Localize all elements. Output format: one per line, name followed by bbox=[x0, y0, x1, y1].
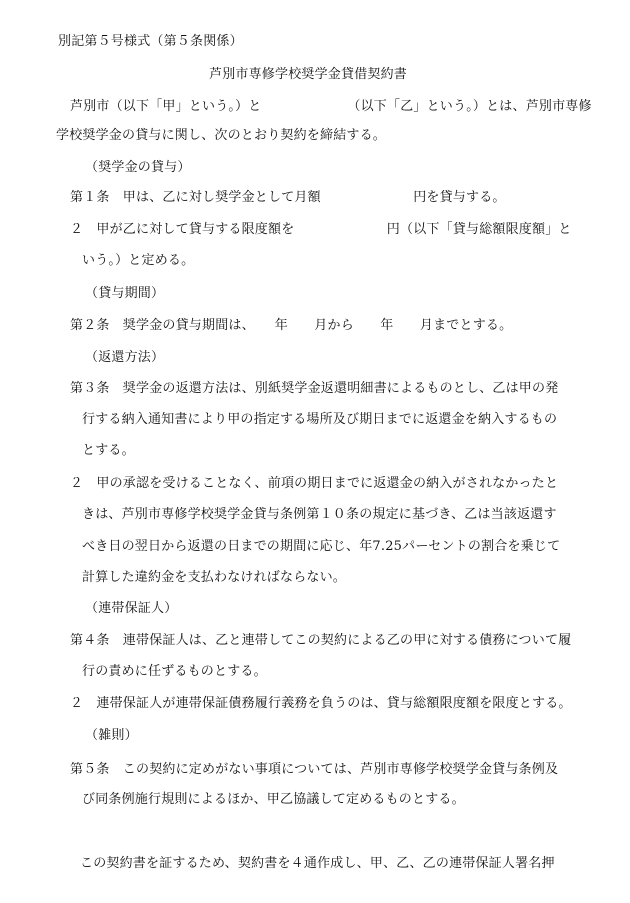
article-1-caption: （奨学金の貸与） bbox=[85, 160, 191, 175]
article-4-line-2: 行の責めに任ずるものとする。 bbox=[82, 664, 267, 679]
article-1-line-2: ２ 甲が乙に対して貸与する限度額を 円（以下「貸与総額限度額」と bbox=[70, 222, 572, 237]
article-5-line-1: 第５条 この契約に定めがない事項については、芦別市専修学校奨学金貸与条例及 bbox=[70, 762, 559, 777]
article-4-line-3: ２ 連帯保証人が連帯保証債務履行義務を負うのは、貸与総額限度額を限度とする。 bbox=[70, 696, 572, 711]
article-1-line-1: 第１条 甲は、乙に対し奨学金として月額 円を貸与する。 bbox=[70, 190, 506, 205]
article-3-line-1: 第３条 奨学金の返還方法は、別紙奨学金返還明細書によるものとし、乙は甲の発 bbox=[70, 381, 559, 396]
closing-line: この契約書を証するため、契約書を４通作成し、甲、乙、乙の連帯保証人署名押 bbox=[80, 856, 555, 871]
article-3-line-2: 行する納入通知書により甲の指定する場所及び期日までに返還金を納入するもの bbox=[82, 412, 558, 427]
document-title: 芦別市専修学校奨学金貸借契約書 bbox=[209, 67, 408, 82]
article-4-line-1: 第４条 連帯保証人は、乙と連帯してこの契約による乙の甲に対する債務について履 bbox=[70, 633, 572, 648]
article-3-line-4: ２ 甲の承認を受けることなく、前項の期日までに返還金の納入がされなかったと bbox=[70, 476, 559, 491]
article-4-caption: （連帯保証人） bbox=[85, 601, 178, 616]
article-3-line-5: きは、芦別市専修学校奨学金貸与条例第１０条の規定に基づき、乙は当該返還す bbox=[82, 507, 557, 522]
form-label: 別記第５号様式（第５条関係） bbox=[58, 34, 243, 49]
article-3-caption: （返還方法） bbox=[85, 350, 165, 365]
article-5-line-2: び同条例施行規則によるほか、甲乙協議して定めるものとする。 bbox=[82, 792, 465, 807]
article-3-line-6: べき日の翌日から返還の日までの期間に応じ、年7.25パーセントの割合を乗じて bbox=[82, 539, 561, 554]
article-1-line-3: いう。）と定める。 bbox=[82, 253, 195, 268]
article-3-line-3: とする。 bbox=[82, 443, 135, 458]
article-5-caption: （雑則） bbox=[85, 728, 138, 743]
preamble-line-1: 芦別市（以下「甲」という。）と （以下「乙」という。）とは、芦別市専修 bbox=[70, 99, 592, 114]
article-2-line-1: 第２条 奨学金の貸与期間は、 年 月から 年 月までとする。 bbox=[70, 318, 513, 333]
article-3-line-7: 計算した違約金を支払わなければならない。 bbox=[82, 570, 347, 585]
article-2-caption: （貸与期間） bbox=[85, 286, 165, 301]
preamble-line-2: 学校奨学金の貸与に関し、次のとおり契約を締結する。 bbox=[56, 128, 387, 143]
